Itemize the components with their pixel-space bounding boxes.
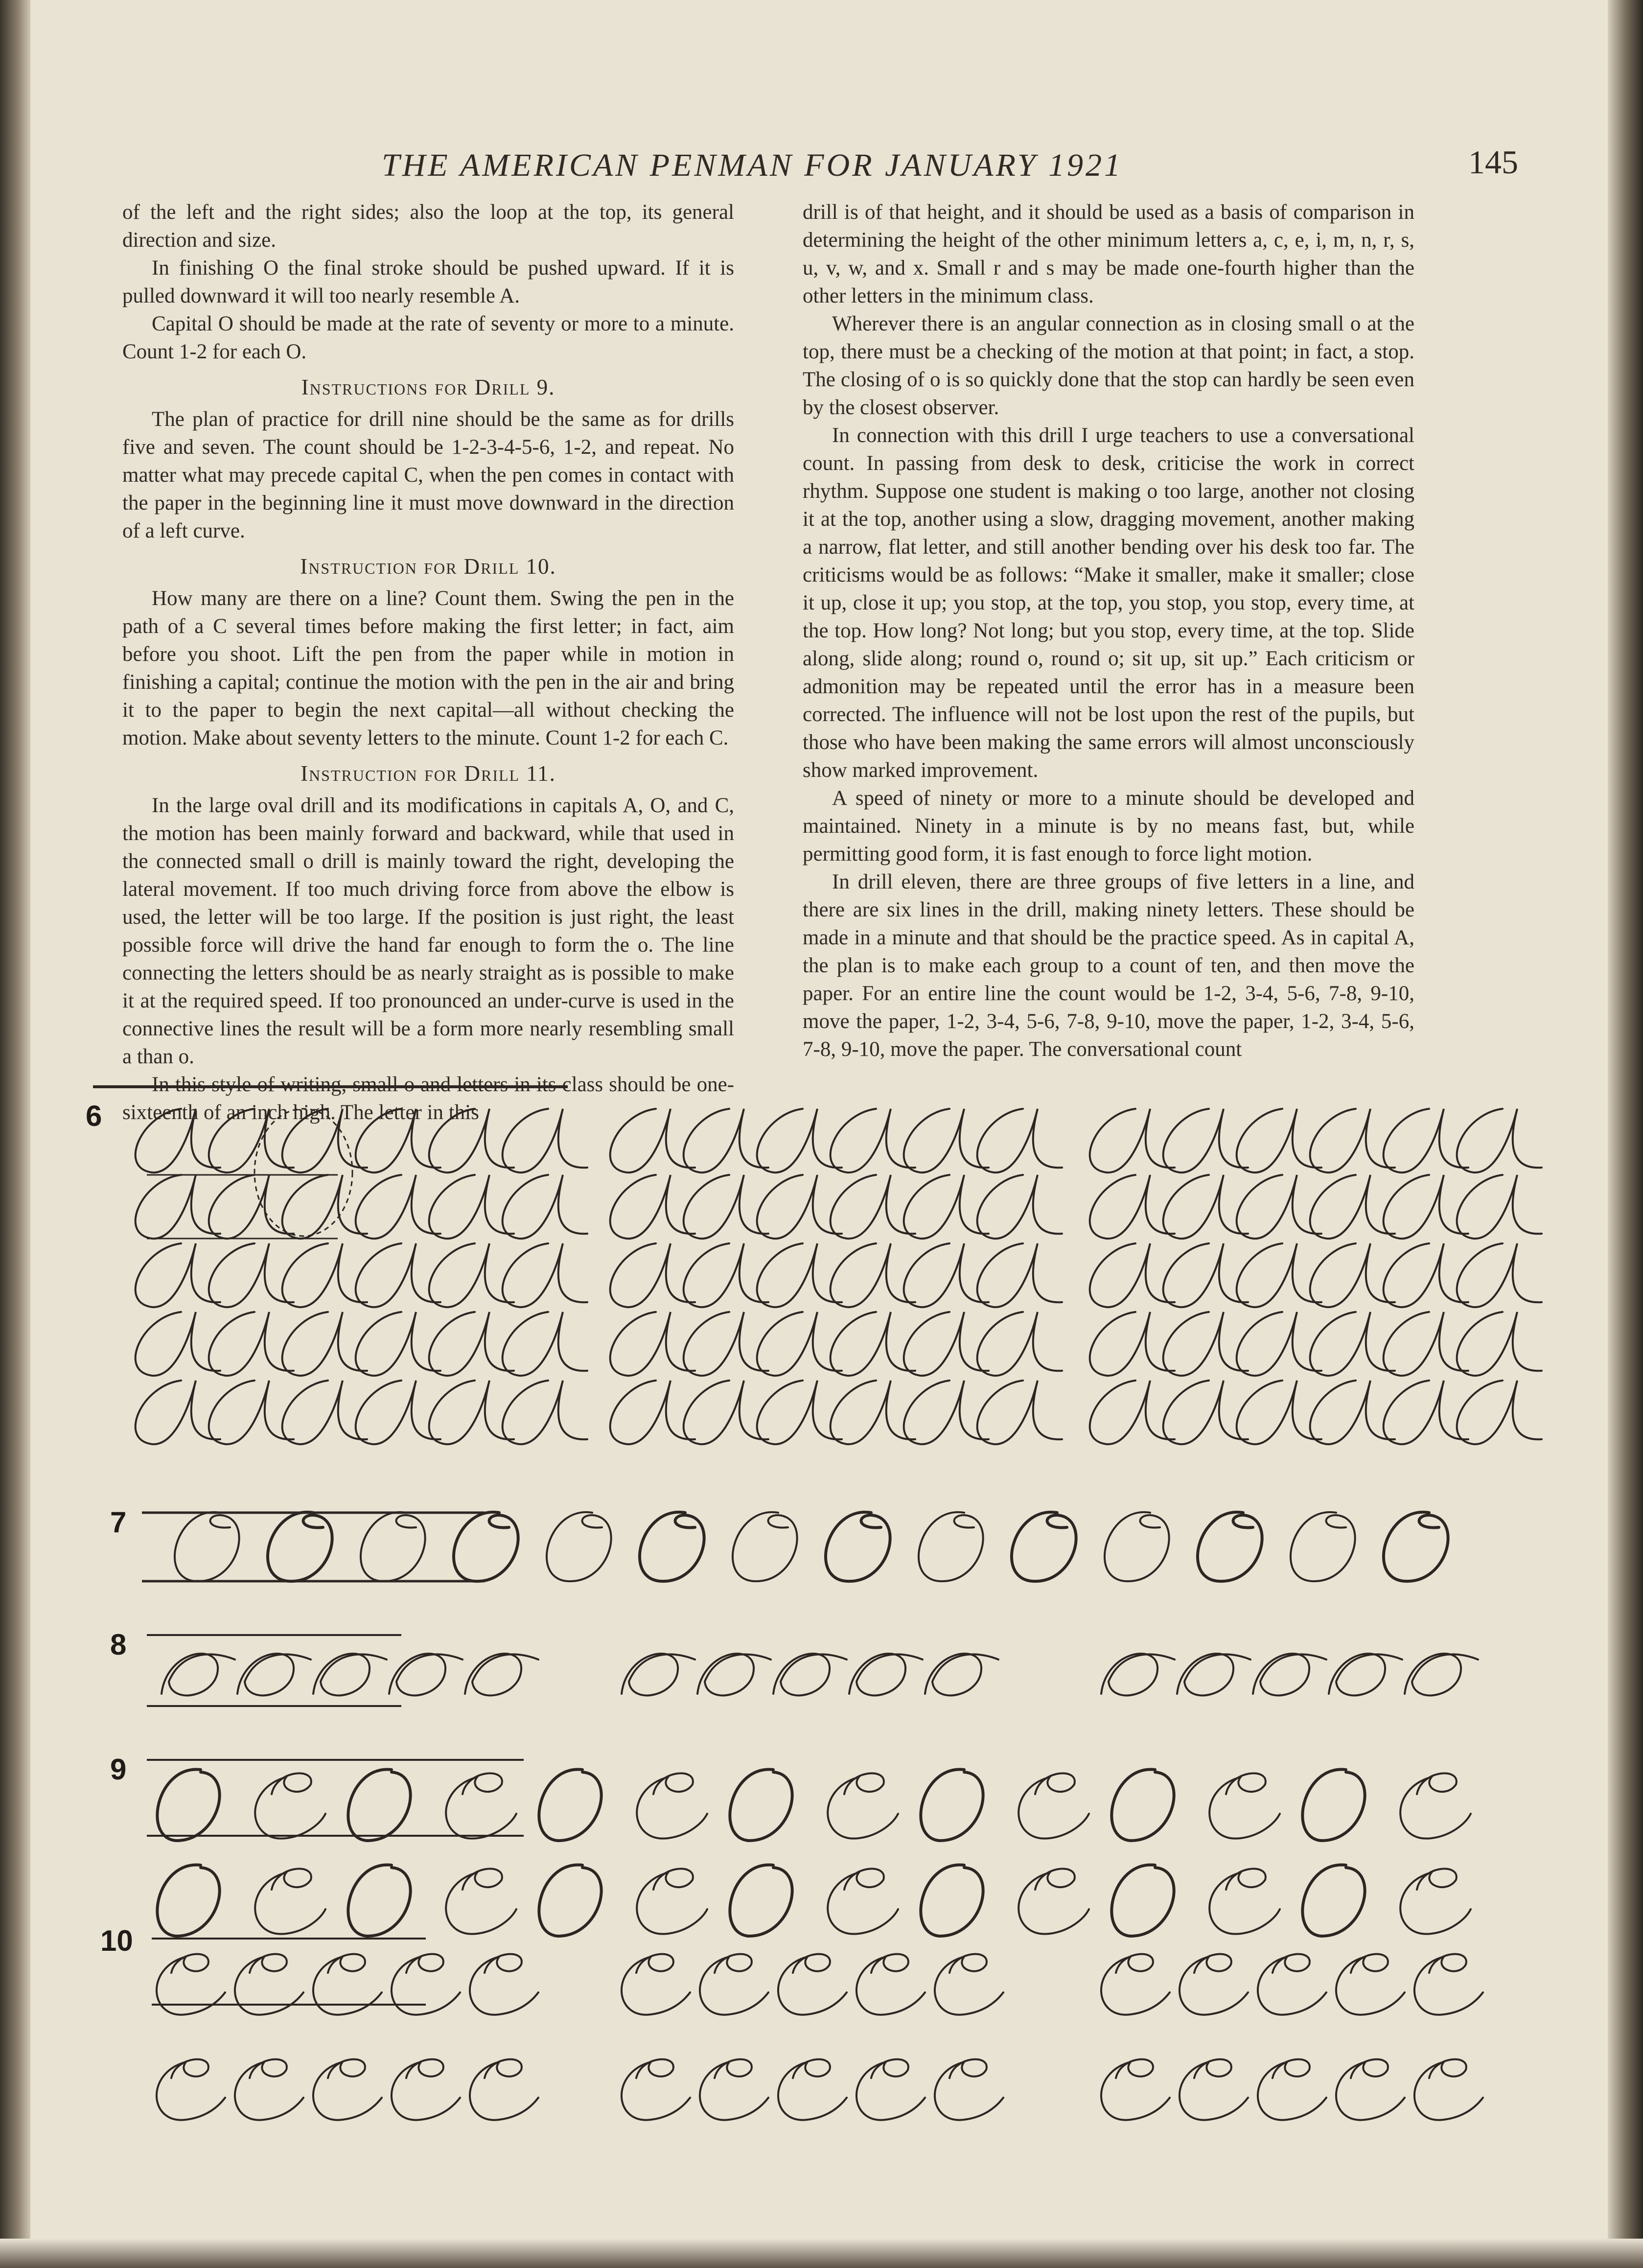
capital-a-stroke [209,1109,294,1172]
capital-a-stroke [977,1109,1062,1172]
capital-o-stroke [730,1865,792,1936]
capital-o-stroke [1302,1770,1365,1841]
capital-a-stroke [1090,1380,1175,1444]
capital-a-stroke [904,1109,989,1172]
capital-a-stroke [1237,1380,1321,1444]
capital-c-stroke [778,1954,847,2015]
capital-c-stroke [392,1954,460,2015]
capital-a-stroke [977,1312,1062,1376]
capital-c-stroke [1209,1869,1280,1934]
capital-a-stroke [1457,1243,1542,1307]
paragraph: A speed of ninety or more to a minute should be developed and maintained. Ninety in a minute is by no means fast, but, while permitting good form, it is fast enough to force light motion. [803,787,1414,865]
capital-c-stroke [1336,2059,1405,2120]
small-o-stroke [773,1654,847,1695]
capital-a-stroke [610,1312,695,1376]
capital-o-stroke [1111,1865,1174,1936]
capital-c-stroke [235,1954,303,2015]
capital-a-stroke [684,1243,768,1307]
paragraph: In this style of writing, small o and letters in its class should be one-sixteenth of an inch high. The letter in this [122,1073,734,1124]
section-heading: Instructions for Drill 9. [301,375,555,399]
capital-a-stroke [136,1175,220,1239]
capital-a-stroke [429,1175,514,1239]
capital-o-stroke [1198,1512,1262,1581]
capital-c-stroke [1018,1869,1089,1934]
capital-o-stroke [921,1770,983,1841]
capital-o-stroke [1012,1512,1076,1581]
capital-a-stroke [503,1243,587,1307]
capital-c-stroke [235,2059,303,2120]
capital-a-stroke [503,1109,587,1172]
capital-c-stroke [700,2059,768,2120]
capital-a-stroke [1384,1109,1468,1172]
capital-a-stroke [1384,1175,1468,1239]
small-o-stroke [1405,1654,1478,1695]
capital-a-stroke [209,1243,294,1307]
capital-a-stroke [831,1312,915,1376]
capital-a-stroke [1163,1175,1248,1239]
capital-o-stroke [921,1865,983,1936]
small-o-stroke [465,1654,538,1695]
capital-c-stroke [1258,1954,1326,2015]
capital-a-stroke [684,1175,768,1239]
capital-c-stroke [828,1773,898,1838]
capital-a-stroke [503,1175,587,1239]
small-o-stroke [697,1654,771,1695]
capital-a-stroke [904,1312,989,1376]
small-o-stroke [1101,1654,1175,1695]
small-o-stroke [237,1654,311,1695]
left-column [122,198,734,1126]
capital-a-stroke [1237,1243,1321,1307]
capital-o-stroke [919,1512,983,1581]
capital-a-stroke [977,1243,1062,1307]
capital-a-stroke [831,1243,915,1307]
capital-a-stroke [1457,1109,1542,1172]
capital-a-stroke [503,1380,587,1444]
capital-a-stroke [610,1243,695,1307]
capital-a-stroke [136,1109,220,1172]
capital-c-stroke [935,2059,1003,2120]
section-heading: Instruction for Drill 11. [301,761,556,786]
capital-o-stroke [1111,1770,1174,1841]
capital-a-stroke [1090,1243,1175,1307]
capital-c-stroke [637,1773,707,1838]
small-o-stroke [622,1654,695,1695]
capital-a-stroke [1237,1109,1321,1172]
capital-c-stroke [1101,1954,1170,2015]
capital-c-stroke [637,1869,707,1934]
capital-o-stroke [361,1512,425,1581]
small-o-stroke [162,1654,235,1695]
capital-a-stroke [757,1243,842,1307]
capital-a-stroke [1090,1109,1175,1172]
section-heading: Instruction for Drill 10. [300,554,556,579]
capital-c-stroke [1414,2059,1483,2120]
capital-c-stroke [470,2059,538,2120]
capital-c-stroke [313,2059,382,2120]
capital-a-stroke [1163,1109,1248,1172]
capital-a-stroke [1310,1243,1395,1307]
capital-a-stroke [977,1175,1062,1239]
penmanship-drills [0,1075,1643,2225]
capital-c-stroke [1180,2059,1248,2120]
capital-o-stroke [730,1770,792,1841]
capital-c-stroke [157,1954,225,2015]
small-o-stroke [925,1654,998,1695]
capital-o-stroke [1291,1512,1355,1581]
small-o-stroke [389,1654,463,1695]
capital-a-stroke [503,1312,587,1376]
capital-c-stroke [1336,1954,1405,2015]
capital-a-stroke [1237,1175,1321,1239]
capital-a-stroke [282,1109,367,1172]
capital-o-stroke [826,1512,890,1581]
capital-a-stroke [684,1312,768,1376]
drill-label-9: 9 [110,1753,127,1786]
capital-c-stroke [935,1954,1003,2015]
capital-c-stroke [1101,2059,1170,2120]
capital-a-stroke [757,1312,842,1376]
capital-a-stroke [429,1312,514,1376]
capital-a-stroke [136,1312,220,1376]
capital-o-stroke [1384,1512,1448,1581]
capital-a-stroke [831,1380,915,1444]
small-o-stroke [1329,1654,1402,1695]
capital-a-stroke [429,1380,514,1444]
capital-a-stroke [1090,1312,1175,1376]
capital-a-stroke [1237,1312,1321,1376]
small-o-stroke [313,1654,387,1695]
capital-a-stroke [757,1175,842,1239]
capital-a-stroke [684,1109,768,1172]
paragraph: drill is of that height, and it should be used as a basis of comparison in determining the height of the other minimum letters a, c, e, i, m, n, r, s, u, v, w, and x. Small r and s may be made one-fourth higher than the other letters in the minimum class. [803,201,1414,307]
capital-c-stroke [856,1954,925,2015]
capital-a-stroke [1457,1175,1542,1239]
capital-a-stroke [209,1380,294,1444]
capital-a-stroke [610,1109,695,1172]
drill-label-8: 8 [110,1628,127,1661]
paragraph: In the large oval drill and its modifications in capitals A, O, and C, the motion has been mainly forward and backward, while that used in the connected small o drill is mainly toward the right, developing the lateral movement. If too much driving force from above the elbow is used, the letter will be too large. If the position is just right, the least possible force will drive the hand far enough to form the o. The line connecting the letters should be as nearly straight as is possible to make it at the required speed. If too pronounced an under-curve is used in the connective lines the result will be a form more nearly resembling small a than o. [122,794,734,1068]
capital-c-stroke [1400,1869,1471,1934]
capital-c-stroke [622,1954,690,2015]
capital-o-stroke [539,1770,601,1841]
paragraph: In connection with this drill I urge teachers to use a conversational count. In passing from desk to desk, criticise the work in correct rhythm. Suppose one student is making o too large, another not closing it at the top, another using a slow, dragging movement, another making a narrow, flat letter, and still another bending over his desk too far. The criticisms would be as follows: “Make it smaller, make it smaller; close it up, close it up; you stop, at the top, you stop, you stop, every time, at the top. How long? Not long; but you stop, every time, at the top. Slide along, slide along; round o, round o; sit up, sit up.” Each criticism or admonition may be repeated until the error has in a measure been corrected. The influence will not be lost upon the rest of the pupils, but those who have been making the same errors will almost unconsciously show marked improvement. [803,424,1414,782]
capital-o-stroke [348,1770,410,1841]
capital-c-stroke [778,2059,847,2120]
capital-a-stroke [282,1380,367,1444]
capital-a-stroke [1310,1312,1395,1376]
capital-c-stroke [446,1869,516,1934]
capital-c-stroke [392,2059,460,2120]
paragraph: In finishing O the final stroke should be pushed upward. If it is pulled downward it will too nearly resemble A. [122,257,734,307]
capital-o-stroke [1302,1865,1365,1936]
capital-c-stroke [446,1773,516,1838]
capital-a-stroke [1457,1380,1542,1444]
capital-o-stroke [1105,1512,1169,1581]
capital-a-stroke [610,1380,695,1444]
capital-a-stroke [282,1243,367,1307]
page-number: 145 [1468,143,1518,181]
capital-o-stroke [348,1865,410,1936]
capital-c-stroke [700,1954,768,2015]
drill-label-6: 6 [86,1099,102,1132]
penmanship-drill-art [0,1075,1643,2225]
capital-o-stroke [733,1512,797,1581]
page-bottom-edge [0,2239,1643,2268]
capital-o-stroke [547,1512,611,1581]
capital-a-stroke [757,1380,842,1444]
drill-label-10: 10 [100,1924,133,1957]
capital-a-stroke [1384,1243,1468,1307]
capital-a-stroke [356,1312,440,1376]
capital-o-stroke [640,1512,704,1581]
capital-c-stroke [1414,1954,1483,2015]
capital-c-stroke [255,1773,325,1838]
capital-o-stroke [454,1512,518,1581]
capital-a-stroke [1384,1312,1468,1376]
capital-c-stroke [1258,2059,1326,2120]
capital-c-stroke [1018,1773,1089,1838]
capital-c-stroke [622,2059,690,2120]
capital-c-stroke [828,1869,898,1934]
capital-a-stroke [136,1243,220,1307]
capital-a-stroke [1163,1243,1248,1307]
small-o-stroke [1177,1654,1250,1695]
right-column [803,198,1414,1063]
running-head: THE AMERICAN PENMAN FOR JANUARY 1921 [382,147,1123,183]
capital-a-stroke [831,1109,915,1172]
small-o-stroke [1253,1654,1326,1695]
paragraph: of the left and the right sides; also the loop at the top, its general direction and size. [122,201,734,252]
capital-a-stroke [1457,1312,1542,1376]
capital-a-stroke [831,1175,915,1239]
capital-a-stroke [684,1380,768,1444]
capital-o-stroke [157,1770,219,1841]
paragraph: The plan of practice for drill nine should be the same as for drills five and seven. The count should be 1-2-3-4-5-6, 1-2, and repeat. No matter what may precede capital C, when the pen comes in contact with the paper in the beginning line it must move downward in the direction of a left curve. [122,408,734,542]
capital-a-stroke [1310,1109,1395,1172]
capital-a-stroke [904,1175,989,1239]
paragraph: Wherever there is an angular connection as in closing small o at the top, there must be a checking of the motion at that point; in fact, a stop. The closing of o is so quickly done that the stop can hardly be seen even by the closest observer. [803,312,1414,419]
paragraph: How many are there on a line? Count them. Swing the pen in the path of a C several times before making the first letter; in fact, aim before you shoot. Lift the pen from the paper while in motion in finishing a capital; continue the motion with the pen in the air and bring it to the paper to begin the next capital—all without checking the motion. Make about seventy letters to the minute. Count 1-2 for each C. [122,587,734,749]
capital-c-stroke [313,1954,382,2015]
capital-a-stroke [977,1380,1062,1444]
capital-a-stroke [356,1380,440,1444]
capital-c-stroke [157,2059,225,2120]
capital-a-stroke [429,1243,514,1307]
capital-o-stroke [268,1512,332,1581]
capital-a-stroke [282,1312,367,1376]
paragraph: Capital O should be made at the rate of seventy or more to a minute. Count 1-2 for each O. [122,312,734,363]
capital-a-stroke [1163,1380,1248,1444]
capital-a-stroke [904,1380,989,1444]
capital-a-stroke [356,1109,440,1172]
capital-c-stroke [470,1954,538,2015]
drill-label-7: 7 [110,1506,127,1539]
capital-a-stroke [1163,1312,1248,1376]
capital-a-stroke [136,1380,220,1444]
paragraph: In drill eleven, there are three groups of five letters in a line, and there are six lines in the drill, making ninety letters. These should be made in a minute and that should be the practice speed. As in capital A, the plan is to make each group to a count of ten, and then move the paper. For an entire line the count would be 1-2, 3-4, 5-6, 7-8, 9-10, move the paper, 1-2, 3-4, 5-6, 7-8, 9-10, move the paper, 1-2, 3-4, 5-6, 7-8, 9-10, move the paper. The conversational count [803,870,1414,1061]
capital-a-stroke [356,1175,440,1239]
capital-c-stroke [255,1869,325,1934]
capital-c-stroke [1180,1954,1248,2015]
capital-o-stroke [157,1865,219,1936]
capital-a-stroke [757,1109,842,1172]
capital-a-stroke [429,1109,514,1172]
capital-c-stroke [856,2059,925,2120]
capital-a-stroke [209,1312,294,1376]
capital-a-stroke [1310,1175,1395,1239]
capital-a-stroke [610,1175,695,1239]
capital-a-stroke [356,1243,440,1307]
capital-a-stroke [904,1243,989,1307]
capital-c-stroke [1209,1773,1280,1838]
capital-a-stroke [1310,1380,1395,1444]
capital-c-stroke [1400,1773,1471,1838]
capital-o-stroke [175,1512,239,1581]
small-o-stroke [849,1654,923,1695]
capital-a-stroke [1090,1175,1175,1239]
capital-o-stroke [539,1865,601,1936]
capital-a-stroke [209,1175,294,1239]
capital-a-stroke [1384,1380,1468,1444]
